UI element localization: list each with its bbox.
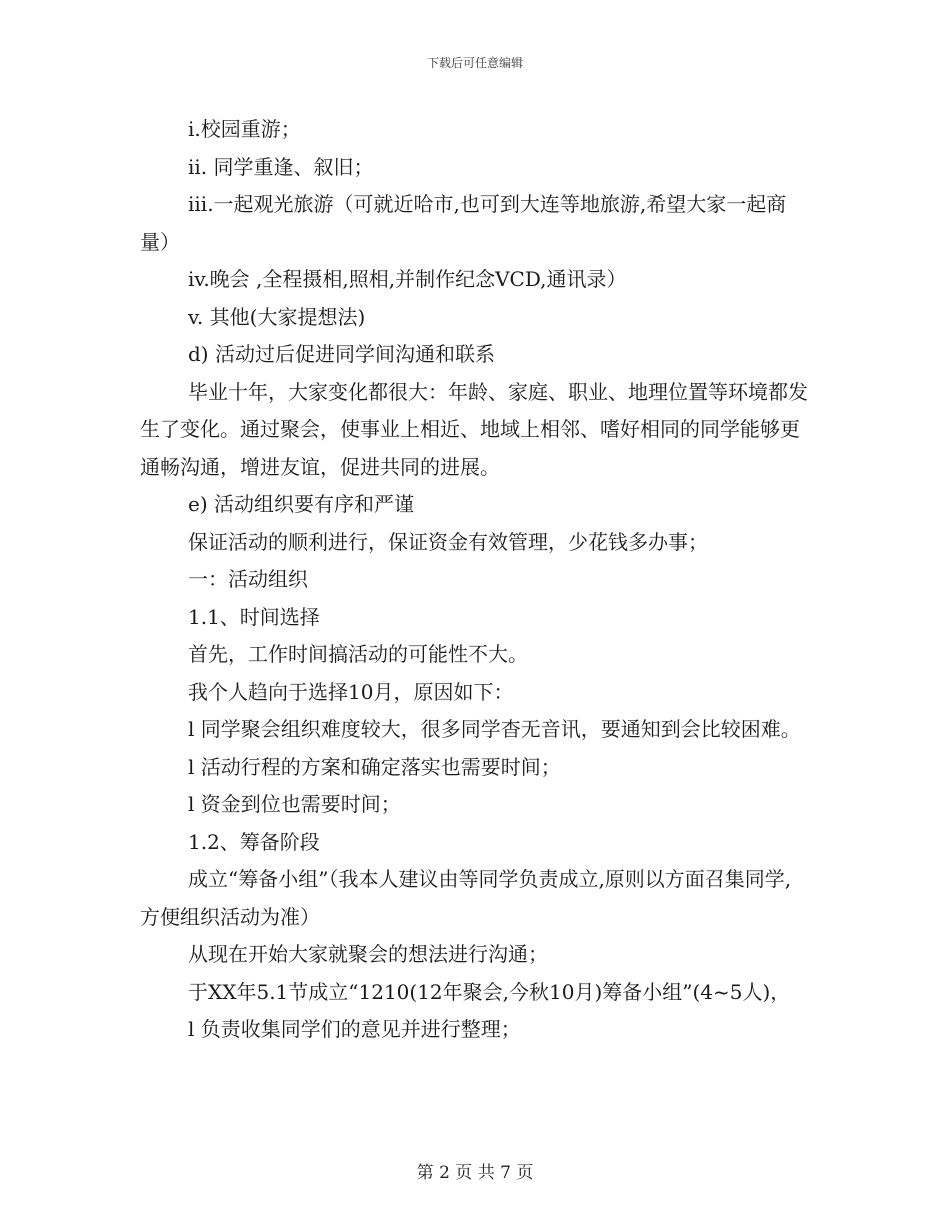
paragraph: 成立“筹备小组”（我本人建议由等同学负责成立,原则以方面召集同学,方便组织活动为准）	[140, 867, 792, 929]
paragraph: 首先，工作时间搞活动的可能性不大。	[188, 642, 528, 666]
paragraph: iii.一起观光旅游（可就近哈市,也可到大连等地旅游,希望大家一起商量）	[140, 192, 787, 254]
section-heading: 一：活动组织	[188, 567, 308, 591]
page-header-note: 下载后可任意编辑	[426, 56, 523, 70]
list-item: l 同学聚会组织难度较大，很多同学杳无音讯，要通知到会比较困难。	[188, 717, 801, 741]
list-item: l 活动行程的方案和确定落实也需要时间；	[188, 754, 561, 779]
paragraph: 于XX年5.1节成立“1210(12年聚会,今秋10月)筹备小组”(4~5人)，	[188, 979, 791, 1004]
paragraph: 从现在开始大家就聚会的想法进行沟通；	[188, 942, 548, 966]
paragraph: 毕业十年，大家变化都很大：年龄、家庭、职业、地理位置等环境都发生了变化。通过聚会，使事业上相近、地域上相邻、嗜好相同的同学能够更通畅沟通，增进友谊，促进共同的进展。	[140, 379, 808, 479]
subsection-heading: 1.2、筹备阶段	[188, 829, 320, 854]
paragraph: v. 其他(大家提想法)	[188, 304, 366, 329]
paragraph: e) 活动组织要有序和严谨	[188, 492, 414, 516]
page-number: 第 2 页 共 7 页	[416, 1163, 534, 1183]
paragraph: i.校园重游；	[188, 117, 301, 141]
document-body	[140, 111, 810, 1049]
paragraph: ii. 同学重逢、叙旧；	[188, 154, 374, 179]
subsection-heading: 1.1、时间选择	[188, 604, 320, 629]
paragraph: 我个人趋向于选择10月，原因如下：	[188, 679, 514, 704]
paragraph: d) 活动过后促进同学间沟通和联系	[188, 342, 495, 366]
paragraph: 保证活动的顺利进行，保证资金有效管理，少花钱多办事；	[188, 529, 708, 554]
paragraph: iv.晚会 ,全程摄相,照相,并制作纪念VCD,通讯录）	[188, 267, 627, 291]
list-item: l 负责收集同学们的意见并进行整理；	[188, 1017, 521, 1041]
list-item: l 资金到位也需要时间；	[188, 792, 401, 816]
